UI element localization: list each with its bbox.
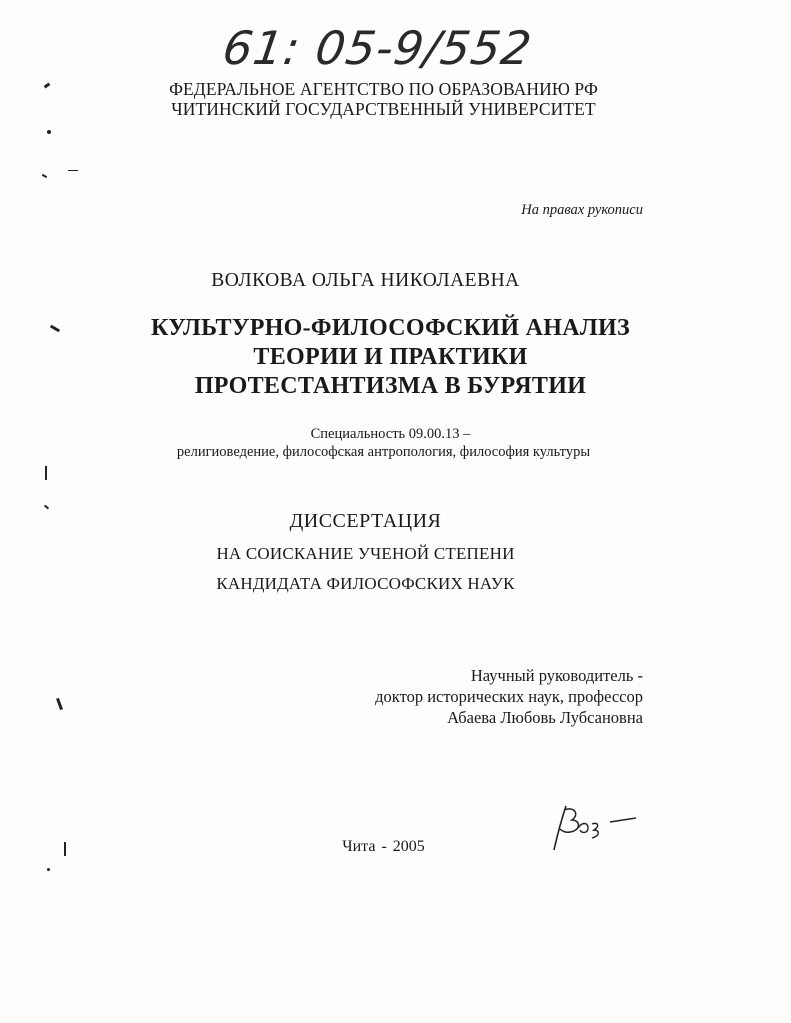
scan-mark xyxy=(44,505,49,510)
title-line-1: КУЛЬТУРНО-ФИЛОСОФСКИЙ АНАЛИЗ xyxy=(151,315,630,341)
document-type: ДИССЕРТАЦИЯ xyxy=(289,510,442,532)
supervisor-credentials: доктор исторических наук, профессор xyxy=(375,687,643,706)
specialty-code: Специальность 09.00.13 – xyxy=(310,426,471,442)
organization-university: ЧИТИНСКИЙ ГОСУДАРСТВЕННЫЙ УНИВЕРСИТЕТ xyxy=(171,99,596,119)
title-line-2: ТЕОРИИ И ПРАКТИКИ xyxy=(253,344,528,370)
supervisor-role: Научный руководитель - xyxy=(470,666,643,685)
scan-mark xyxy=(56,698,63,710)
handwritten-code-text: 61: 05-9/552 xyxy=(219,21,536,75)
scan-mark xyxy=(64,842,66,856)
handwritten-catalog-code xyxy=(219,8,536,78)
city-year: Чита - 2005 xyxy=(342,838,425,855)
organization-agency: ФЕДЕРАЛЬНОЕ АГЕНТСТВО ПО ОБРАЗОВАНИЮ РФ xyxy=(169,79,598,99)
degree-line-2: КАНДИДАТА ФИЛОСОФСКИХ НАУК xyxy=(216,574,515,593)
degree-line-1: НА СОИСКАНИЕ УЧЕНОЙ СТЕПЕНИ xyxy=(216,544,515,563)
manuscript-note: На правах рукописи xyxy=(521,202,643,218)
scan-mark xyxy=(47,130,51,134)
supervisor-name: Абаева Любовь Лубсановна xyxy=(447,708,643,727)
scan-mark xyxy=(68,170,78,171)
title-line-3: ПРОТЕСТАНТИЗМА В БУРЯТИИ xyxy=(194,373,587,399)
scan-mark xyxy=(45,466,47,480)
specialty-description: религиоведение, философская антропология, философия культуры xyxy=(176,444,591,460)
scan-mark xyxy=(42,174,47,178)
author-name: ВОЛКОВА ОЛЬГА НИКОЛАЕВНА xyxy=(211,270,520,291)
supervisor-block xyxy=(375,665,643,728)
scan-mark xyxy=(47,868,50,871)
